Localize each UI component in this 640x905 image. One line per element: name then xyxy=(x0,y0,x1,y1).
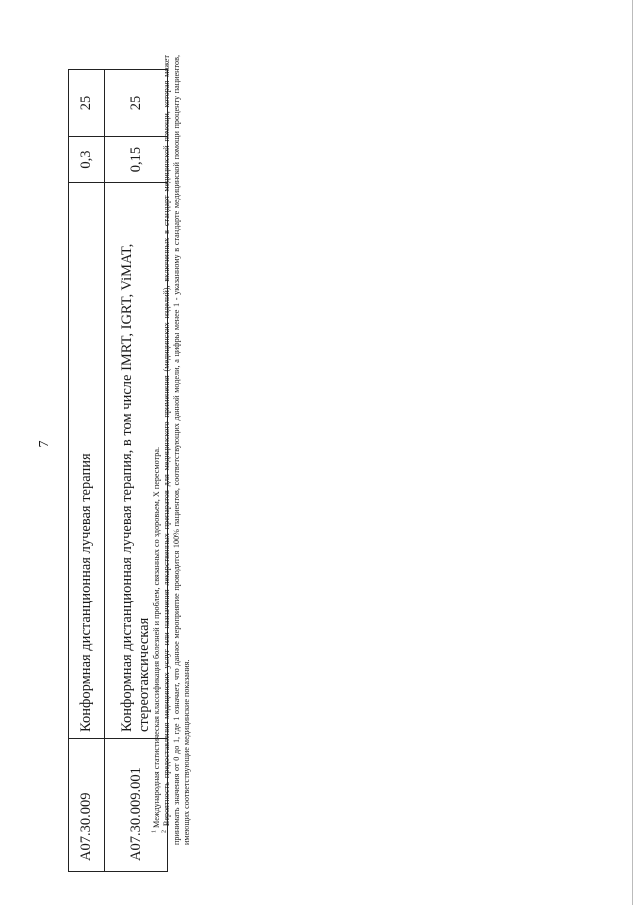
frequency-value: 0,15 xyxy=(105,137,168,183)
multiplicity-value: 25 xyxy=(105,70,168,137)
footnote-mark: 1 xyxy=(151,830,158,833)
page-number: 7 xyxy=(37,440,52,448)
scan-edge-line xyxy=(632,0,633,905)
footnote xyxy=(162,55,192,845)
footnote-text: Вероятность предоставления медицинских услуг или назначения лекарственных препаратов для медицинского применения (медицинских изделий), включенных в стандарт медицинской помощи, которая может принимать значения от 0 до 1, где 1 означает, что данное мероприятие проводится 100% пациентов, соответствующих данной модели, а цифры менее 1 - указанному в стандарте медицинской помощи проценту пациентов, имеющих соответствующие медицинские показания. xyxy=(162,55,191,845)
service-code: A07.30.009.001 xyxy=(105,739,168,872)
footnotes xyxy=(152,55,192,845)
service-name: Конформная дистанционная лучевая терапия, в том числе IMRT, IGRT, ViMAT, стереотаксическая xyxy=(105,183,168,739)
service-name: Конформная дистанционная лучевая терапия xyxy=(69,183,105,739)
table-row xyxy=(69,70,105,872)
footnote-mark: 2 xyxy=(161,830,168,833)
frequency-value: 0,3 xyxy=(69,137,105,183)
footnote xyxy=(152,55,162,845)
multiplicity-value: 25 xyxy=(69,70,105,137)
service-code: A07.30.009 xyxy=(69,739,105,872)
footnote-text: Международная статистическая классификация болезней и проблем, связанных со здоровьем, X пересмотра. xyxy=(152,446,161,830)
